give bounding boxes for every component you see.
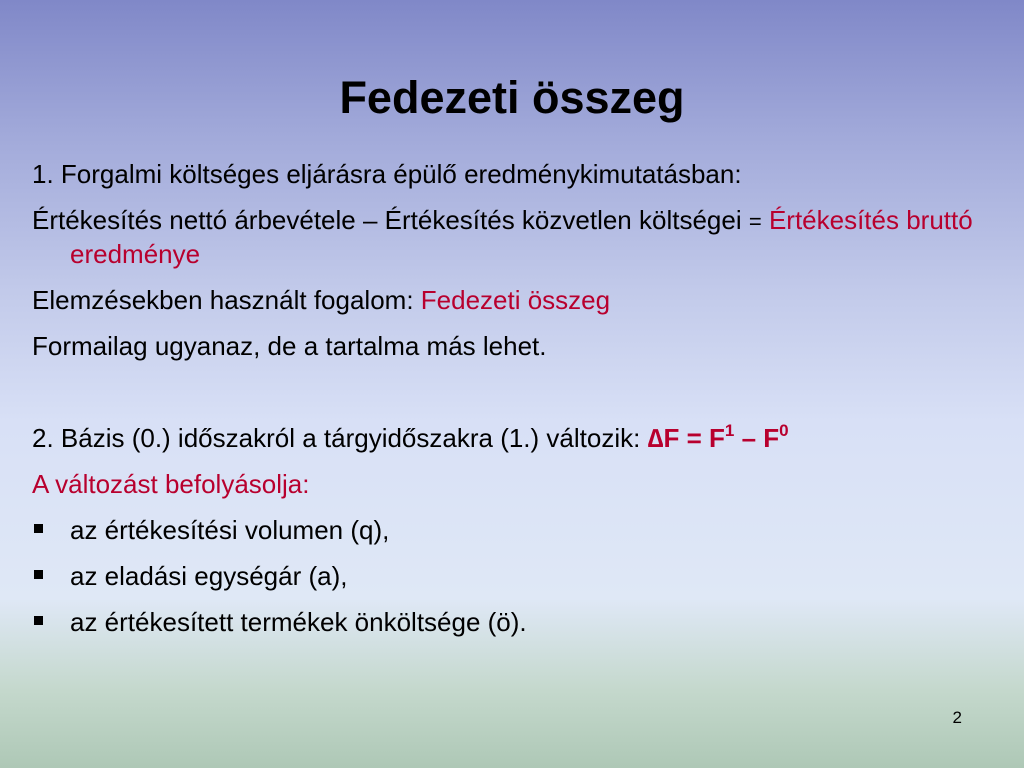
line-forgalmi: 1. Forgalmi költséges eljárásra épülő eredménykimutatásban: [32, 159, 742, 189]
square-bullet-icon [34, 570, 43, 579]
formula-sup-0: 0 [779, 421, 789, 440]
brutto-eredmeny: Értékesítés bruttó eredménye [70, 205, 973, 269]
slide-title: Fedezeti összeg [339, 72, 685, 123]
delta-symbol: ∆ [647, 423, 664, 453]
line-bazis-text: 2. Bázis (0.) időszakról a tárgyidőszakra (1.) változik: [32, 423, 648, 453]
delta-formula [648, 423, 789, 453]
line-bazis [32, 422, 992, 454]
spacer [32, 376, 992, 408]
line-elemzesekben [32, 284, 992, 316]
line-ertekesites [32, 204, 992, 270]
equals-sign: = [748, 209, 762, 234]
line-ertekesites-text: Értékesítés nettó árbevétele – Értékesítés közvetlen költségei [32, 205, 742, 235]
page-number: 2 [952, 708, 962, 727]
bullet-text: az értékesített termékek önköltsége (ö). [70, 607, 527, 637]
slide-content [32, 158, 992, 652]
bullet-item-volumen [32, 514, 992, 546]
square-bullet-icon [34, 616, 43, 625]
square-bullet-icon [34, 524, 43, 533]
bullet-item-egysegar [32, 560, 992, 592]
bullet-item-onkoltseg [32, 606, 992, 638]
formula-sup-1: 1 [724, 421, 735, 440]
formula-lhs: F = F [663, 423, 725, 453]
line-elemzesekben-text: Elemzésekben használt fogalom: [32, 285, 421, 315]
bullet-text: az eladási egységár (a), [70, 561, 348, 591]
line-formailag: Formailag ugyanaz, de a tartalma más lehet. [32, 331, 547, 361]
formula-minus: – F [734, 423, 780, 453]
fedezeti-osszeg-term: Fedezeti összeg [420, 285, 611, 315]
bullet-text: az értékesítési volumen (q), [70, 515, 390, 545]
line-valtozast: A változást befolyásolja: [32, 469, 310, 499]
